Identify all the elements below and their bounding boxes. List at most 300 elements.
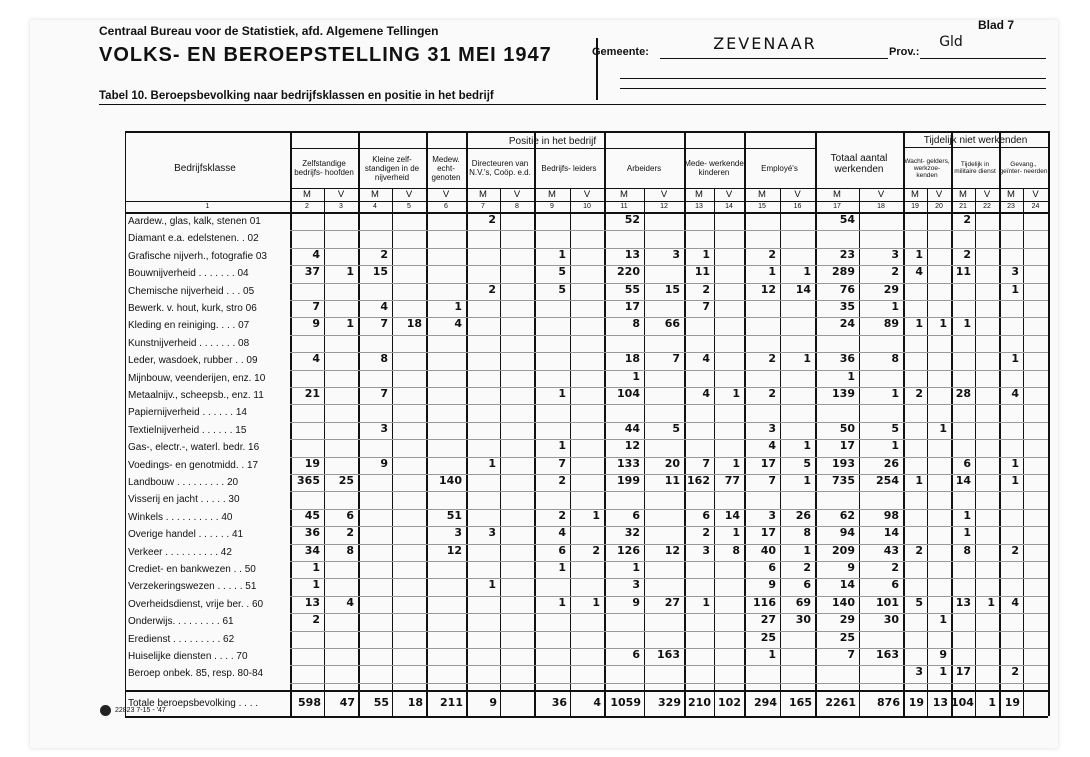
table-cell: 2	[346, 526, 354, 540]
footer-code: 22823 7-15 - '47	[115, 707, 166, 714]
table-cell: 17	[839, 439, 855, 453]
table-cell: 24	[839, 317, 855, 331]
column-separator	[290, 131, 292, 716]
table-cell: 9	[768, 578, 776, 592]
table-cell: 3	[380, 421, 388, 435]
table-cell: 2	[915, 543, 923, 557]
row-rule	[290, 300, 1048, 301]
table-cell: 7	[380, 387, 388, 400]
table-cell: 1	[592, 508, 600, 522]
table-cell: 98	[883, 508, 899, 522]
table-cell: 4	[768, 439, 776, 453]
gemeente-label: Gemeente:	[592, 46, 649, 58]
total-cell: 19	[1004, 696, 1020, 709]
table-cell: 44	[624, 421, 640, 435]
prov-label: Prov.:	[889, 46, 920, 58]
table-cell: 1	[803, 439, 811, 453]
column-number: 14	[725, 203, 733, 210]
table-cell: 1	[915, 474, 923, 487]
table-cell: 1	[1011, 474, 1019, 487]
table-cell: 27	[664, 595, 680, 609]
table-cell: 4	[380, 300, 388, 313]
bureau-heading: Centraal Bureau voor de Statistiek, afd. Algemene Tellingen	[99, 24, 439, 38]
table-cell: 18	[406, 317, 422, 331]
table-cell: 30	[795, 613, 811, 627]
table-cell: 1	[1011, 352, 1019, 366]
total-cell: 598	[298, 696, 321, 709]
table-cell: 163	[657, 648, 680, 661]
table-cell: 3	[632, 578, 640, 592]
table-cell: 1	[488, 456, 496, 470]
table-cell: 1	[558, 387, 566, 400]
table-cell: 7	[702, 456, 710, 470]
table-cell: 55	[624, 282, 640, 296]
table-cell: 1	[891, 439, 899, 453]
row-label: Kunstnijverheid . . . . . . . 08	[128, 337, 250, 349]
column-number: 7	[481, 203, 485, 210]
header-rule-2	[620, 88, 1046, 89]
mv-label: M	[548, 189, 556, 200]
column-number: 9	[550, 203, 554, 210]
total-cell: 294	[754, 696, 777, 709]
table-cell: 4	[702, 352, 710, 366]
mv-label: M	[1007, 189, 1015, 200]
total-cell: 13	[932, 696, 948, 709]
row-label: Aardew., glas, kalk, stenen 01	[128, 216, 261, 227]
table-cell: 2	[702, 282, 710, 296]
table-cell: 2	[1011, 665, 1019, 679]
table-cell: 5	[558, 265, 566, 279]
table-cell: 9	[939, 648, 947, 661]
total-cell: 9	[489, 696, 497, 709]
table-cell: 8	[732, 543, 740, 557]
table-cell: 6	[558, 543, 566, 557]
mv-separator	[644, 188, 645, 716]
table-cell: 6	[803, 578, 811, 592]
row-label: Leder, wasdoek, rubber . . 09	[128, 355, 258, 367]
column-number: 11	[620, 203, 628, 210]
table-cell: 163	[876, 648, 899, 661]
table-cell: 1	[768, 648, 776, 661]
table-cell: 1	[915, 317, 923, 331]
table-cell: 13	[304, 595, 320, 609]
mv-label: M	[959, 189, 967, 200]
gemeente-value: ZEVENAAR	[713, 34, 817, 53]
total-cell: 55	[373, 696, 389, 709]
row-label: Kleding en reiniging. . . . 07	[128, 320, 250, 332]
table-cell: 26	[883, 456, 899, 470]
totals-top-rule	[125, 690, 1048, 692]
table-cell: 1	[558, 561, 566, 574]
column-number: 21	[959, 203, 967, 210]
table-cell: 14	[883, 526, 899, 540]
total-cell: 1059	[610, 696, 641, 709]
table-cell: 1	[939, 613, 947, 627]
mv-label: V	[1032, 189, 1039, 200]
header-positie: Positie in het bedrijf	[508, 135, 597, 147]
row-label: Metaalnijv., scheepsb., enz. 11	[128, 390, 264, 401]
table-cell: 209	[832, 543, 855, 557]
table-cell: 76	[839, 282, 855, 296]
table-cell: 17	[760, 456, 776, 470]
column-separator	[684, 131, 686, 716]
table-cell: 32	[624, 526, 640, 540]
table-cell: 1	[803, 543, 811, 557]
table-cell: 5	[803, 456, 811, 470]
row-label: Winkels . . . . . . . . . . 40	[128, 511, 233, 523]
mv-label: M	[695, 189, 703, 200]
table-cell: 8	[891, 352, 899, 366]
table-cell: 28	[955, 387, 971, 400]
total-cell: 1	[988, 696, 996, 709]
column-number: 16	[793, 203, 802, 210]
mv-separator	[975, 188, 976, 716]
row-label: Landbouw . . . . . . . . . 20	[128, 477, 239, 488]
table-cell: 1	[632, 369, 640, 383]
table-cell: 8	[632, 317, 640, 331]
header-employes: Employé's	[761, 163, 798, 173]
table-cell: 35	[839, 300, 855, 313]
header-rule-1	[620, 78, 1046, 79]
mv-separator	[714, 188, 715, 716]
total-cell: 210	[688, 696, 711, 709]
total-cell: 165	[789, 696, 812, 709]
row-rule	[290, 526, 1048, 527]
row-rule	[290, 491, 1048, 492]
column-separator	[999, 131, 1001, 716]
table-cell: 14	[955, 474, 971, 487]
table-cell: 104	[617, 387, 640, 400]
table-cell: 1	[346, 317, 354, 331]
mv-label: M	[758, 189, 766, 200]
column-separator	[426, 131, 428, 716]
row-rule	[290, 230, 1048, 231]
table-cell: 52	[624, 213, 640, 226]
table-cell: 62	[839, 508, 855, 522]
header-kleine: Kleine zelf- standigen in de nijverheid	[364, 154, 420, 182]
row-label: Chemische nijverheid . . . 05	[128, 285, 255, 297]
table-cell: 7	[312, 300, 320, 313]
gemeente-underline	[660, 58, 888, 59]
table-cell: 14	[724, 508, 740, 522]
table-cell: 1	[702, 595, 710, 609]
column-number: 5	[407, 203, 411, 210]
table-cell: 162	[687, 474, 710, 487]
mv-label: V	[877, 189, 885, 200]
table-cell: 12	[446, 543, 462, 557]
row-rule	[290, 404, 1048, 405]
table-cell: 4	[454, 317, 462, 331]
table-cell: 289	[832, 265, 855, 279]
table-cell: 140	[439, 474, 462, 487]
table-left-rule	[125, 131, 126, 716]
table-cell: 40	[760, 543, 776, 557]
column-number: 23	[1007, 203, 1015, 210]
row-rule	[290, 370, 1048, 371]
table-cell: 6	[891, 578, 899, 592]
table-cell: 3	[702, 543, 710, 557]
table-cell: 1	[346, 265, 354, 279]
table-cell: 2	[891, 265, 899, 279]
table-cell: 1	[939, 421, 947, 435]
table-cell: 1	[803, 474, 811, 487]
table-cell: 1	[987, 595, 995, 609]
mv-label: V	[660, 189, 668, 200]
table-title: Tabel 10. Beroepsbevolking naar bedrijfsklassen en positie in het bedrijf	[99, 90, 494, 102]
header-militaire: Tijdelijk in militaire dienst	[954, 161, 996, 175]
row-rule	[290, 335, 1048, 336]
mv-label: V	[337, 189, 345, 200]
table-cell: 26	[795, 508, 811, 522]
column-number: 24	[1031, 203, 1040, 210]
mv-label: V	[725, 189, 733, 200]
header-bedrijfsleiders: Bedrijfs- leiders	[541, 163, 597, 173]
total-cell: 18	[407, 696, 423, 709]
table-cell: 2	[1011, 543, 1019, 557]
row-rule	[290, 631, 1048, 632]
row-rule	[290, 387, 1048, 388]
column-number: 15	[758, 203, 766, 210]
table-cell: 19	[304, 456, 320, 470]
mv-separator	[392, 188, 393, 716]
table-cell: 2	[380, 247, 388, 261]
table-cell: 17	[955, 665, 971, 679]
row-label: Onderwijs. . . . . . . . . 61	[128, 616, 234, 628]
row-label: Verzekeringswezen . . . . . 51	[128, 581, 257, 593]
table-cell: 3	[768, 508, 776, 522]
table-cell: 2	[558, 508, 566, 522]
row-label: Gas-, electr.-, waterl. bedr. 16	[128, 442, 260, 454]
table-cell: 3	[768, 421, 776, 435]
table-cell: 1	[1011, 282, 1019, 296]
prov-underline	[920, 58, 1046, 59]
table-cell: 139	[832, 387, 855, 400]
table-cell: 4	[1011, 387, 1019, 400]
table-cell: 1	[732, 387, 740, 400]
table-cell: 7	[768, 474, 776, 487]
table-cell: 18	[624, 352, 640, 366]
column-number: 6	[444, 203, 448, 210]
column-number: 10	[583, 203, 591, 210]
table-cell: 12	[664, 543, 680, 557]
table-cell: 21	[304, 387, 320, 400]
table-cell: 116	[753, 595, 776, 609]
table-cell: 15	[372, 265, 388, 279]
row-rule	[290, 509, 1048, 510]
table-cell: 2	[891, 561, 899, 574]
table-cell: 1	[732, 526, 740, 540]
mv-separator	[570, 188, 571, 716]
total-cell: 876	[877, 696, 900, 709]
header-medewerkende: Mede- werkende kinderen	[684, 159, 744, 177]
row-label: Huiselijke diensten . . . . 70	[128, 651, 248, 662]
table-cell: 1	[847, 369, 855, 383]
table-cell: 2	[488, 213, 496, 226]
mv-separator	[1023, 188, 1024, 716]
table-cell: 1	[915, 247, 923, 261]
table-cell: 7	[702, 300, 710, 313]
table-cell: 3	[891, 247, 899, 261]
table-cell: 9	[312, 317, 320, 331]
table-cell: 5	[891, 421, 899, 435]
table-cell: 11	[664, 474, 680, 487]
table-cell: 12	[760, 282, 776, 296]
table-cell: 4	[312, 352, 320, 366]
row-label: Eredienst . . . . . . . . . 62	[128, 633, 235, 645]
table-cell: 8	[380, 352, 388, 366]
table-cell: 2	[702, 526, 710, 540]
row-rule	[290, 683, 1048, 684]
table-cell: 29	[883, 282, 899, 296]
table-cell: 14	[839, 578, 855, 592]
row-rule	[290, 578, 1048, 579]
row-rule	[290, 265, 1048, 266]
table-cell: 5	[915, 595, 923, 609]
table-cell: 7	[380, 317, 388, 331]
mv-label: V	[442, 189, 450, 200]
table-cell: 25	[839, 630, 855, 644]
mv-separator	[500, 188, 501, 716]
mv-separator	[927, 188, 928, 716]
table-cell: 2	[592, 543, 600, 557]
table-cell: 6	[768, 561, 776, 574]
mv-bottom-rule	[125, 201, 1048, 202]
table-cell: 9	[632, 595, 640, 609]
table-cell: 1	[963, 317, 971, 331]
mv-label: V	[405, 189, 413, 200]
table-cell: 29	[839, 613, 855, 627]
column-number: 1	[205, 203, 210, 210]
table-cell: 3	[488, 526, 496, 540]
table-cell: 9	[847, 561, 855, 574]
column-number: 8	[515, 203, 519, 210]
table-cell: 1	[939, 317, 947, 331]
table-cell: 4	[915, 265, 923, 279]
mv-label: V	[583, 189, 591, 200]
mv-label: V	[513, 189, 521, 200]
row-label: Diamant e.a. edelstenen. . 02	[128, 233, 259, 245]
total-cell: 2261	[825, 696, 856, 709]
table-cell: 3	[454, 526, 462, 540]
table-cell: 1	[558, 595, 566, 609]
table-cell: 220	[617, 265, 640, 279]
table-cell: 1	[891, 300, 899, 313]
table-cell: 4	[1011, 595, 1019, 609]
mv-label: V	[794, 189, 801, 200]
table-cell: 2	[915, 387, 923, 400]
table-cell: 735	[832, 474, 855, 487]
table-cell: 17	[624, 300, 640, 313]
table-cell: 43	[883, 543, 899, 557]
column-number: 12	[660, 203, 668, 210]
prov-value: Gld	[939, 34, 963, 50]
header-wachtgelders: Wacht- gelders, werkzoe- kenden	[904, 157, 950, 179]
row-label: Verkeer . . . . . . . . . . 42	[128, 546, 232, 558]
table-cell: 1	[702, 247, 710, 261]
table-cell: 5	[558, 282, 566, 296]
table-cell: 199	[617, 474, 640, 487]
table-cell: 69	[795, 595, 811, 609]
table-cell: 2	[488, 282, 496, 296]
table-cell: 2	[803, 561, 811, 574]
row-label: Grafische nijverh., fotografie 03	[128, 250, 267, 262]
column-number: 17	[833, 203, 841, 210]
row-label: Mijnbouw, veenderijen, enz. 10	[128, 372, 266, 384]
table-cell: 2	[963, 247, 971, 261]
table-cell: 34	[304, 543, 320, 557]
table-cell: 1	[891, 387, 899, 400]
table-cell: 25	[338, 474, 354, 487]
table-cell: 77	[724, 474, 740, 487]
table-cell: 3	[915, 665, 923, 679]
row-label: Overheidsdienst, vrije ber. . 60	[128, 598, 264, 610]
table-cell: 140	[832, 595, 855, 609]
mv-label: M	[479, 189, 487, 200]
table-cell: 8	[803, 526, 811, 540]
column-number: 19	[911, 203, 919, 210]
table-cell: 1	[939, 665, 947, 679]
header-totaal: Totaal aantal werkenden	[830, 153, 888, 175]
total-cell: 329	[658, 696, 681, 709]
table-cell: 20	[664, 456, 680, 470]
total-cell: 19	[908, 696, 924, 709]
header-bedrijfsklasse: Bedrijfsklasse	[174, 162, 236, 174]
table-cell: 51	[446, 508, 462, 522]
table-cell: 1	[312, 561, 320, 574]
table-cell: 4	[702, 387, 710, 400]
table-cell: 1	[632, 561, 640, 574]
table-cell: 14	[795, 282, 811, 296]
table-cell: 36	[839, 352, 855, 366]
table-cell: 11	[694, 265, 710, 279]
total-cell: 102	[718, 696, 741, 709]
row-label: Beroep onbek. 85, resp. 80-84	[128, 668, 264, 680]
header-medew: Medew. echt- genoten	[431, 154, 461, 182]
table-cell: 1	[803, 265, 811, 279]
table-cell: 3	[672, 247, 680, 261]
table-cell: 1	[558, 439, 566, 453]
table-cell: 36	[304, 526, 320, 540]
table-cell: 6	[963, 456, 971, 470]
table-cell: 54	[839, 213, 855, 226]
table-cell: 1	[558, 247, 566, 261]
total-cell: 104	[951, 696, 974, 709]
mv-label: M	[620, 189, 628, 200]
totals-label: Totale beroepsbevolking . . . .	[128, 698, 259, 709]
table-cell: 13	[955, 595, 971, 609]
table-cell: 2	[558, 474, 566, 487]
sheet-number: Blad 7	[978, 18, 1015, 32]
table-cell: 133	[617, 456, 640, 470]
column-number: 22	[983, 203, 991, 210]
table-cell: 9	[380, 456, 388, 470]
table-cell: 37	[304, 265, 320, 279]
total-cell: 4	[593, 696, 601, 709]
table-cell: 2	[312, 613, 320, 627]
colnum-bottom-rule	[125, 212, 1048, 214]
table-cell: 7	[672, 352, 680, 366]
table-cell: 5	[672, 421, 680, 435]
column-number: 4	[373, 203, 377, 210]
table-cell: 2	[768, 247, 776, 261]
column-number: 13	[695, 203, 703, 210]
table-cell: 89	[883, 317, 899, 331]
table-cell: 7	[558, 456, 566, 470]
table-cell: 25	[760, 630, 776, 644]
row-rule	[290, 561, 1048, 562]
row-label: Bouwnijverheid . . . . . . . 04	[128, 268, 249, 280]
row-rule	[290, 439, 1048, 440]
